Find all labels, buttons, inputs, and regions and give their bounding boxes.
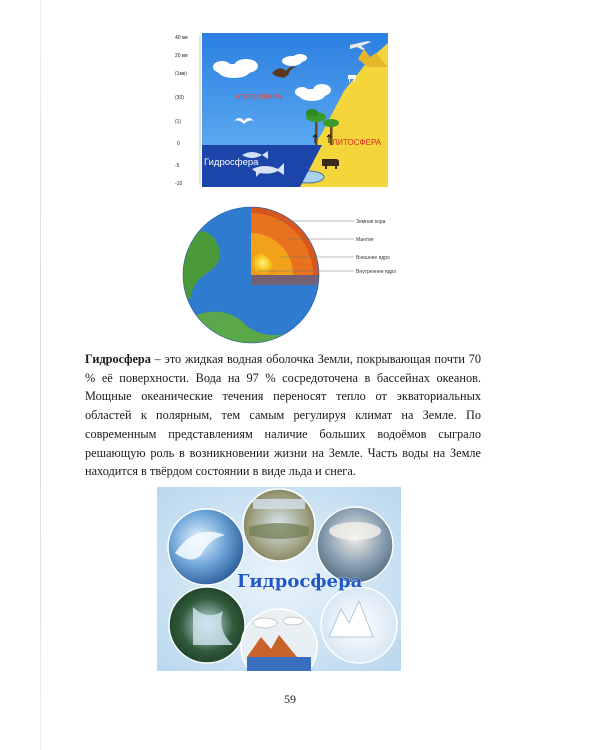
atmosphere-label: АТМОСФЕРА	[235, 92, 282, 101]
hydrosphere-collage	[157, 487, 401, 671]
hydrosphere-label: Гидросфера	[204, 157, 259, 168]
page-number: 59	[284, 692, 296, 706]
paragraph-text: – это жидкая водная оболочка Земли, покрывающая почти 70 % её поверхности. Вода на 97 % сосредоточена в бассейнах океанов. Мощные океанические течения переносят тепло от экваториальных областей к полярным, тем самым регулируя климат на Земле. По современным представлениям наличие больших водоёмов сыграло решающую роль в возникновении жизни на Земле. Часть воды на Земле находится в твёрдом состоянии в виде льда и снега.	[85, 352, 481, 479]
page-edge	[40, 0, 41, 750]
scale-label-4: (1)	[175, 119, 182, 125]
layer-label-crust: Земная кора	[356, 219, 386, 225]
glacier-photo	[321, 587, 397, 663]
spheres-diagram	[172, 33, 388, 187]
scale-label-5: 0	[177, 141, 180, 147]
lithosphere-label: ЛИТОСФЕРА	[332, 138, 382, 147]
earth-structure-diagram	[176, 205, 396, 345]
scale-label-6: -5	[175, 163, 180, 169]
layer-label-outer-core: Внешнее ядро	[356, 255, 390, 261]
scale-label-3: (30)	[175, 95, 184, 101]
collage-title: Гидросфера	[237, 571, 363, 592]
ocean-wave-photo	[168, 509, 244, 585]
layer-label-inner-core: Внутреннее ядро	[356, 269, 396, 275]
hydrosphere-paragraph	[85, 350, 481, 481]
layer-label-mantle: Мантия	[356, 237, 374, 243]
scale-label-7: -10	[175, 181, 183, 187]
scale-label-1: 20 км	[175, 53, 188, 59]
scale-label-2: (1мк)	[175, 71, 187, 77]
waterfall-photo	[169, 587, 245, 663]
lake-photo	[243, 489, 315, 561]
scale-label-0: 40 км	[175, 35, 188, 41]
term-hydrosphere: Гидросфера	[85, 352, 151, 366]
